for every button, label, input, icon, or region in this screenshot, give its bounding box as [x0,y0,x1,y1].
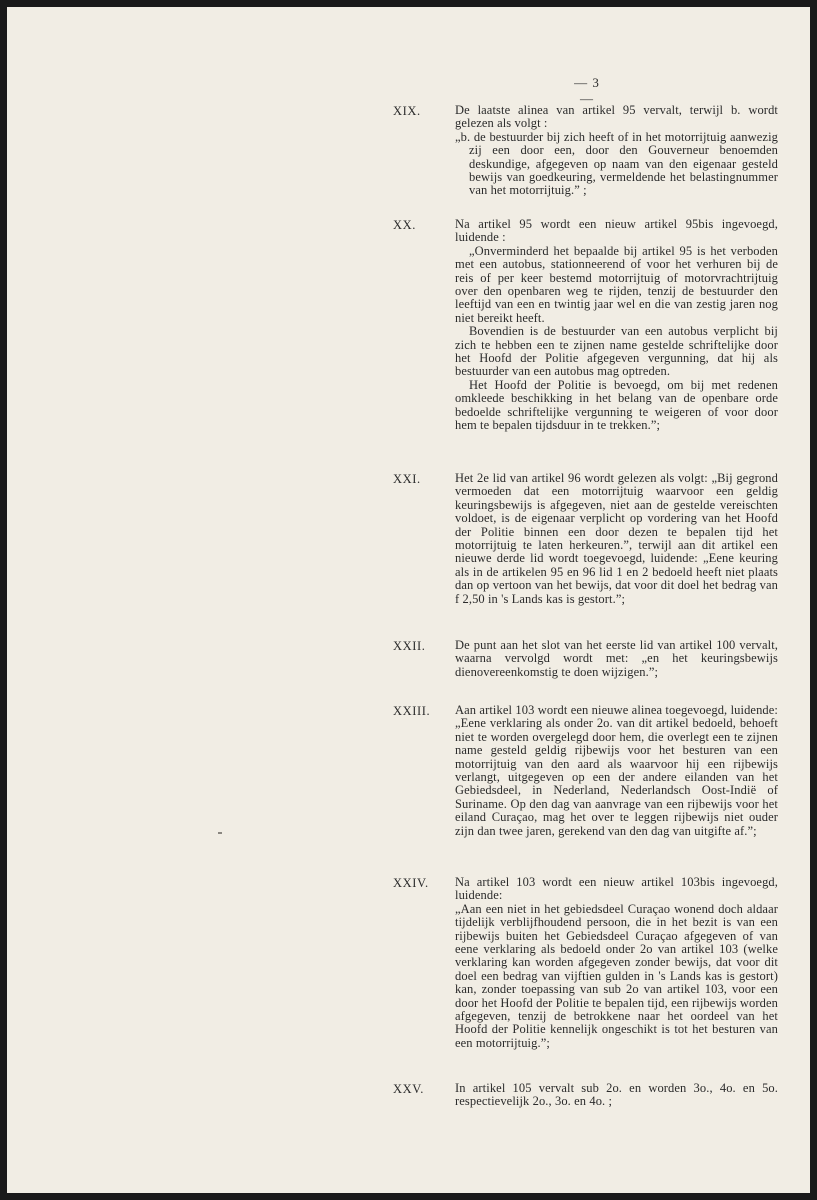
paragraph: De punt aan het slot van het eerste lid van artikel 100 vervalt, waarna vervolgd wordt met: „en het keuringsbewijs dienovereenkomstig te doen wijzigen.”; [455,638,778,679]
paragraph: Aan artikel 103 wordt een nieuwe alinea toegevoegd, luidende: „Eene verklaring als onder 2o. van dit artikel bedoeld, behoeft niet te worden overgelegd door hem, die overlegt een te zijnen name gesteld geldig rijbewijs voor het besturen van een motorrijtuig van den aard als waarvoor hij een rijbewijs verlangt, uitgegeven op een der andere eilanden van het Gebiedsdeel, in Nederland, Nederlandsch Oost-Indië of Suriname. Op den dag van aanvrage van een rijbewijs voor het eiland Curaçao, mag het over te leggen rijbewijs niet ouder zijn dan twee jaren, gerekend van den dag van uitgifte af.”; [455,703,778,838]
article-body [455,639,778,679]
paragraph: Na artikel 103 wordt een nieuw artikel 103bis ingevoegd, luidende: [455,875,778,903]
scan-speck [218,832,222,834]
article-number: XX. [393,218,416,232]
article-number: XXI. [393,472,421,486]
paragraph: „Onverminderd het bepaalde bij artikel 95 is het verboden met een autobus, stationneerend of voor het verhuren bij de reis of per keer bestemd motorrijtuig of motorvrachtrijtuig over den openbaren weg te rijden, tenzij de bestuurder den leeftijd van een en twintig jaar wel en die van zestig jaren nog niet bereikt heeft. [455,243,778,325]
paragraph: Bovendien is de bestuurder van een autobus verplicht bij zich te hebben een te zijnen name gestelde schriftelijke door het Hoofd der Politie afgegeven vergunning, dat hij als bestuurder van een autobus mag optreden. [455,324,778,379]
page-number: — 3 — [574,75,600,106]
paragraph: Het Hoofd der Politie is bevoegd, om bij met redenen omkleede beschikking in het belang van de openbare orde bedoelde schriftelijke vergunning te weigeren of voor door hem te bepalen tijdsduur in te trekken.”; [455,377,778,433]
paragraph: „Aan een niet in het gebiedsdeel Curaçao wonend doch aldaar tijdelijk verblijfhoudend persoon, die in het bezit is van een rijbewijs buiten het Gebiedsdeel Curaçao afgegeven of van eene verklaring als bedoeld onder 2o van artikel 103 (welke verklaring kan worden afgegeven zonder bewijs, dat voor dit doel een bedrag van vijftien gulden in 's Lands kas is gestort) kan, zonder toepassing van sub 2o van artikel 103, voor een door het Hoofd der Politie te bepalen tijd, een rijbewijs worden afgegeven, tenzij de betrokkene naar het oordeel van het Hoofd der Politie kennelijk ongeschikt is tot het besturen van een motorrijtuig.”; [455,901,778,1050]
paragraph: De laatste alinea van artikel 95 vervalt, terwijl b. wordt gelezen als volgt : [455,103,778,131]
article-body [455,876,778,1050]
paragraph: Na artikel 95 wordt een nieuw artikel 95bis ingevoegd, luidende : [455,217,778,245]
article-number: XIX. [393,104,421,118]
article-number: XXIV. [393,876,429,890]
article-number: XXV. [393,1082,424,1096]
paragraph: Het 2e lid van artikel 96 wordt gelezen als volgt: „Bij gegrond vermoeden dat een motorrijtuig waarvoor een geldig keuringsbewijs is afgegeven, niet aan de gestelde vereischten voldoet, is de eigenaar verplicht op vordering van het Hoofd der Politie binnen een door dezen te bepalen tijd het motorrijtuig te laten herkeuren.”, terwijl aan dit artikel een nieuwe derde lid wordt toegevoegd, luidende: „Eene keuring als in de artikelen 95 en 96 lid 1 en 2 bedoeld heeft niet plaats dan op vertoon van het bewijs, dat voor dit doel het bedrag van f 2,50 in 's Lands kas is gestort.”; [455,471,778,606]
article-body [455,218,778,433]
article-body [455,104,778,198]
article-body [455,472,778,606]
document-page [7,7,810,1193]
article-number: XXII. [393,639,426,653]
article-body [455,1082,778,1109]
paragraph: In artikel 105 vervalt sub 2o. en worden 3o., 4o. en 5o. respectievelijk 2o., 3o. en 4o. ; [455,1081,778,1109]
article-body [455,704,778,838]
article-number: XXIII. [393,704,431,718]
paragraph: „b. de bestuurder bij zich heeft of in het motorrijtuig aanwezig zij een door een, door den Gouverneur benoemden deskundige, afgegeven op naam van den eigenaar gesteld bewijs van goedkeuring, vermeldende het belastingnummer van het motorrijtuig.” ; [455,129,778,198]
